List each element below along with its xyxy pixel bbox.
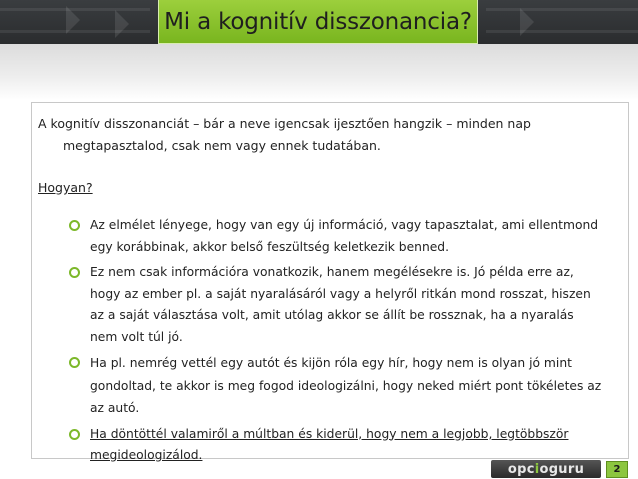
intro-paragraph (38, 113, 598, 157)
bullet-text: Az elmélet lényege, hogy van egy új információ, vagy tapasztalat, ami ellentmond egy korábbinak, akkor belső feszültség keletkezik benned. (90, 218, 599, 254)
intro-line-2: megtapasztalod, csak nem vagy ennek tudatában. (63, 138, 381, 153)
banner-stripe (486, 8, 638, 11)
opcioguru-logo (491, 460, 601, 478)
slide-title: Mi a kognitív disszonancia? (164, 8, 472, 35)
banner-stripe (486, 30, 638, 33)
list-item (68, 262, 603, 348)
intro-line-1: A kognitív disszonanciát – bár a neve igencsak ijesztően hangzik – minden nap (38, 116, 531, 131)
hollow-circle-bullet-icon (69, 220, 80, 231)
hollow-circle-bullet-icon (69, 267, 80, 278)
list-item (68, 352, 603, 420)
hollow-circle-bullet-icon (69, 429, 80, 440)
bullet-list (68, 215, 603, 469)
title-tab (158, 0, 478, 44)
subheading: Hogyan? (38, 180, 93, 195)
bullet-link-text[interactable]: Ha döntöttél valamiről a múltban és kiderül, hogy nem a legjobb, legtöbbször megideologizálod. (90, 426, 569, 462)
hollow-circle-bullet-icon (69, 357, 80, 368)
bullet-text: Ha pl. nemrég vettél egy autót és kijön róla egy hír, hogy nem is olyan jó mint gondoltad, te akkor is meg fogod ideologizálni, hogy neked miért pont tökéletes az az autó. (90, 356, 602, 415)
logo-text-part: opc (507, 461, 535, 477)
banner-arrow-decoration (66, 6, 80, 34)
list-item (68, 215, 603, 258)
header-gradient-band (0, 44, 638, 100)
banner-arrow-decoration (115, 10, 129, 38)
logo-text-part: oguru (539, 461, 585, 477)
bullet-text: Ez nem csak információra vonatkozik, hanem megélésekre is. Jó példa erre az, hogy az ember pl. a saját nyaralásáról vagy a helyről ritkán mond rosszat, hiszen az a saját választása volt, amit utólag akkor se állít be rossznak, ha a nyaralás nem volt túl jó. (90, 265, 591, 344)
page-number-badge: 2 (606, 461, 628, 478)
banner-arrow-decoration (520, 8, 534, 36)
logo-text-accent: i (534, 461, 540, 477)
